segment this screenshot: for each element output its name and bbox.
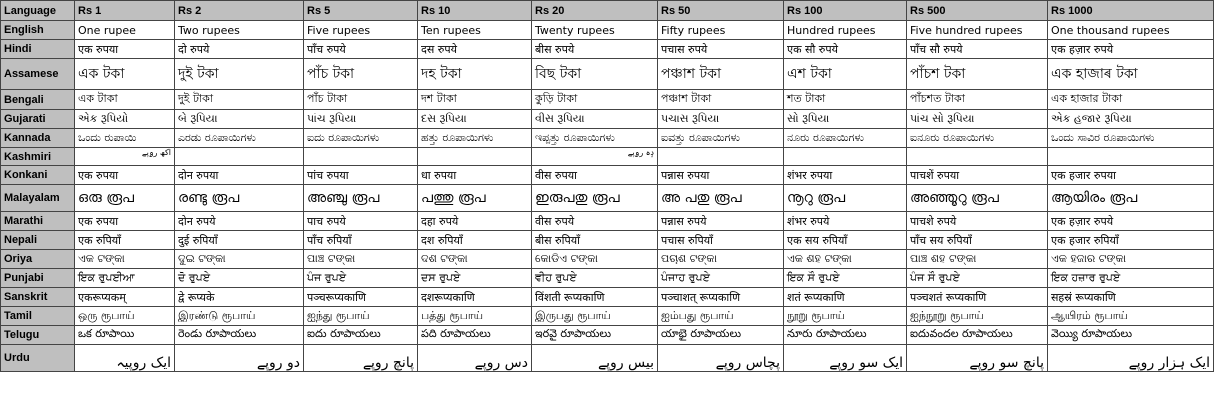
translation-cell: ಎರಡು ರೂಪಾಯಿಗಳು: [175, 129, 304, 148]
translation-cell: ஐந்நூறு ரூபாய்: [907, 307, 1048, 326]
header-cell: Rs 100: [784, 1, 907, 21]
translation-cell: पाँच रुपये: [304, 40, 418, 59]
translation-cell: दोन रुपये: [175, 212, 304, 231]
translation-cell: രണ്ടു രൂപ: [175, 185, 304, 212]
translation-cell: पन्नास रुपये: [658, 212, 784, 231]
translation-cell: દસ રૂપિયા: [418, 110, 532, 129]
translation-cell: पाचशे रुपये: [907, 212, 1048, 231]
translation-cell: পঞ্চাশ টাকা: [658, 90, 784, 110]
translation-cell: एक रुपया: [75, 166, 175, 185]
table-row: [1, 231, 1214, 250]
translation-cell: शतं रूप्यकाणि: [784, 288, 907, 307]
table-row: [1, 59, 1214, 90]
translation-cell: दोन रुपया: [175, 166, 304, 185]
translation-cell: পঞ্চাশ টকা: [658, 59, 784, 90]
table-row: [1, 129, 1214, 148]
table-row: [1, 110, 1214, 129]
translation-cell: એક હજાર રૂપિયા: [1048, 110, 1214, 129]
translation-cell: दुई रुपियाँ: [175, 231, 304, 250]
translation-cell: Five hundred rupees: [907, 21, 1048, 40]
translation-cell: पाचशें रुपया: [907, 166, 1048, 185]
table-body: [1, 21, 1214, 372]
translation-cell: അ പതു രൂപ: [658, 185, 784, 212]
language-label: English: [1, 21, 75, 40]
language-label: Marathi: [1, 212, 75, 231]
translation-cell: ஒரு ரூபாய்: [75, 307, 175, 326]
translation-cell: వెయ్యి రూపాయలు: [1048, 326, 1214, 345]
translation-cell: இரண்டு ரூபாய்: [175, 307, 304, 326]
table-row: [1, 21, 1214, 40]
language-label: Gujarati: [1, 110, 75, 129]
table-row: [1, 185, 1214, 212]
translation-cell: दशरूप्यकाणि: [418, 288, 532, 307]
translation-cell: पञ्चरूप्यकाणि: [304, 288, 418, 307]
translation-cell: അഞ്ചു രൂപ: [304, 185, 418, 212]
translation-cell: ଏକ ଶହ ଟଙ୍କା: [784, 250, 907, 269]
translation-cell: നൂറു രൂപ: [784, 185, 907, 212]
translation-cell: ఇరవై రూపాయలు: [532, 326, 658, 345]
translation-cell: এক টকা: [75, 59, 175, 90]
translation-cell: ఐదు రూపాయలు: [304, 326, 418, 345]
translation-cell: ಇಪ್ಪತ್ತು ರೂಪಾಯಿಗಳು: [532, 129, 658, 148]
translation-cell: ഇരുപതു രൂപ: [532, 185, 658, 212]
translation-cell: [784, 148, 907, 166]
translation-cell: शंभर रुपया: [784, 166, 907, 185]
translation-cell: સો રૂપિયા: [784, 110, 907, 129]
translation-cell: ପାଞ୍ଚ ଶହ ଟଙ୍କା: [907, 250, 1048, 269]
header-row: [1, 1, 1214, 21]
translation-cell: एकरूप्यकम्: [75, 288, 175, 307]
language-label: Bengali: [1, 90, 75, 110]
translation-cell: शंभर रुपये: [784, 212, 907, 231]
translation-cell: दहा रुपये: [418, 212, 532, 231]
language-label: Assamese: [1, 59, 75, 90]
translation-cell: دو روپے: [175, 345, 304, 372]
table-row: [1, 269, 1214, 288]
translation-cell: ਇਕ ਰੁਪਈਆ: [75, 269, 175, 288]
table-row: [1, 166, 1214, 185]
translation-cell: दश रुपियाँ: [418, 231, 532, 250]
translation-cell: কুড়ি টাকা: [532, 90, 658, 110]
translation-cell: শত টাকা: [784, 90, 907, 110]
translation-cell: இருபது ரூபாய்: [532, 307, 658, 326]
translation-cell: ನೂರು ರೂಪಾಯಿಗಳು: [784, 129, 907, 148]
translation-cell: पचास रुपये: [658, 40, 784, 59]
translation-cell: ପଚାଶ ଟଙ୍କା: [658, 250, 784, 269]
language-label: Tamil: [1, 307, 75, 326]
header-cell: Rs 20: [532, 1, 658, 21]
translation-cell: એક રૂપિયો: [75, 110, 175, 129]
translation-cell: एक रुपया: [75, 40, 175, 59]
translation-cell: ఐదువందల రూపాయలు: [907, 326, 1048, 345]
table-row: [1, 345, 1214, 372]
translation-cell: [304, 148, 418, 166]
translation-cell: सहस्रं रूप्यकाणि: [1048, 288, 1214, 307]
language-label: Kashmiri: [1, 148, 75, 166]
table-row: [1, 40, 1214, 59]
header-cell: Rs 10: [418, 1, 532, 21]
table-row: [1, 250, 1214, 269]
header-cell: Rs 500: [907, 1, 1048, 21]
translation-cell: এক হাজাৰ টকা: [1048, 59, 1214, 90]
translation-cell: પચાસ રૂપિયા: [658, 110, 784, 129]
translation-cell: [1048, 148, 1214, 166]
translation-cell: पाँच सय रुपियाँ: [907, 231, 1048, 250]
translation-cell: দশ টাকা: [418, 90, 532, 110]
translation-cell: పది రూపాయలు: [418, 326, 532, 345]
translation-cell: બે રૂપિયા: [175, 110, 304, 129]
translation-cell: پانچ سو روپے: [907, 345, 1048, 372]
translation-cell: അഞ്ഞൂറു രൂപ: [907, 185, 1048, 212]
translation-cell: ایک سو روپے: [784, 345, 907, 372]
language-label: Nepali: [1, 231, 75, 250]
translation-cell: पाँच रुपियाँ: [304, 231, 418, 250]
language-label: Telugu: [1, 326, 75, 345]
translation-cell: ਵੀਹ ਰੁਪਏ: [532, 269, 658, 288]
translation-cell: दस रुपये: [418, 40, 532, 59]
translation-cell: பத்து ரூபாய்: [418, 307, 532, 326]
translation-cell: एक हज़ार रुपये: [1048, 212, 1214, 231]
translation-cell: दो रुपये: [175, 40, 304, 59]
translation-cell: ಐದು ರೂಪಾಯಿಗಳು: [304, 129, 418, 148]
translation-cell: पञ्चाशत् रूप्यकाणि: [658, 288, 784, 307]
translation-cell: ਇਕ ਸੌ ਰੁਪਏ: [784, 269, 907, 288]
translation-cell: [418, 148, 532, 166]
translation-cell: पन्नास रुपया: [658, 166, 784, 185]
translation-cell: পাঁচশ টকা: [907, 59, 1048, 90]
translation-cell: ଏକ ହଜାର ଟଙ୍କା: [1048, 250, 1214, 269]
translation-cell: ಐನೂರು ರೂಪಾಯಿಗಳು: [907, 129, 1048, 148]
translation-cell: ایک روپیہ: [75, 345, 175, 372]
translation-cell: ایک ہزار روپے: [1048, 345, 1214, 372]
translation-cell: પાંચ રૂપિયા: [304, 110, 418, 129]
translation-cell: యాభై రూపాయలు: [658, 326, 784, 345]
translation-cell: এক হাজার টাকা: [1048, 90, 1214, 110]
table-row: [1, 326, 1214, 345]
translation-cell: ਇਕ ਹਜ਼ਾਰ ਰੁਪਏ: [1048, 269, 1214, 288]
header-cell: Language: [1, 1, 75, 21]
translation-cell: पचास रुपियाँ: [658, 231, 784, 250]
translation-cell: [907, 148, 1048, 166]
table-row: [1, 288, 1214, 307]
translation-cell: ಐವತ್ತು ರೂಪಾಯಿಗಳು: [658, 129, 784, 148]
translation-cell: વીસ રૂપિયા: [532, 110, 658, 129]
translation-cell: बीस रुपियाँ: [532, 231, 658, 250]
translation-cell: पाँच सौ रुपये: [907, 40, 1048, 59]
translation-cell: دٕہ رۄپے: [532, 148, 658, 166]
translation-cell: দহ টকা: [418, 59, 532, 90]
translation-cell: ಒಂದು ರುಪಾಯಿ: [75, 129, 175, 148]
translation-cell: [658, 148, 784, 166]
translation-cell: बीस रुपये: [532, 40, 658, 59]
translation-cell: [175, 148, 304, 166]
translation-cell: اَکھ رۄپے: [75, 148, 175, 166]
translation-cell: రెండు రూపాయలు: [175, 326, 304, 345]
translation-cell: पांच रुपया: [304, 166, 418, 185]
translation-cell: پچاس روپے: [658, 345, 784, 372]
header-cell: Rs 2: [175, 1, 304, 21]
translation-cell: पाच रुपये: [304, 212, 418, 231]
header-cell: Rs 50: [658, 1, 784, 21]
translation-cell: ਦੋ ਰੁਪਏ: [175, 269, 304, 288]
language-label: Kannada: [1, 129, 75, 148]
translation-cell: द्वे रूप्यके: [175, 288, 304, 307]
translation-cell: দুই টকা: [175, 59, 304, 90]
translation-cell: ఒక రూపాయి: [75, 326, 175, 345]
translation-cell: धा रुपया: [418, 166, 532, 185]
translation-cell: एक हजार रुपया: [1048, 166, 1214, 185]
translation-cell: ஐம்பது ரூபாய்: [658, 307, 784, 326]
translation-cell: ഒരു രൂപ: [75, 185, 175, 212]
translation-cell: నూరు రూపాయలు: [784, 326, 907, 345]
translation-cell: Twenty rupees: [532, 21, 658, 40]
translation-cell: پانچ روپے: [304, 345, 418, 372]
header-cell: Rs 1000: [1048, 1, 1214, 21]
translation-cell: One rupee: [75, 21, 175, 40]
translation-cell: পাঁচশত টাকা: [907, 90, 1048, 110]
translation-cell: বিছ টকা: [532, 59, 658, 90]
language-label: Punjabi: [1, 269, 75, 288]
translation-cell: एक हजार रुपियाँ: [1048, 231, 1214, 250]
language-label: Hindi: [1, 40, 75, 59]
translation-cell: ଦଶ ଟଙ୍କା: [418, 250, 532, 269]
header-cell: Rs 5: [304, 1, 418, 21]
translation-cell: वीस रुपया: [532, 166, 658, 185]
table-row: [1, 212, 1214, 231]
translation-cell: এক টাকা: [75, 90, 175, 110]
translation-cell: Ten rupees: [418, 21, 532, 40]
language-label: Malayalam: [1, 185, 75, 212]
translation-cell: ਪੰਜ ਸੌ ਰੁਪਏ: [907, 269, 1048, 288]
translation-cell: ଏକ ଟଙ୍କା: [75, 250, 175, 269]
translation-cell: One thousand rupees: [1048, 21, 1214, 40]
translation-cell: एक सय रुपियाँ: [784, 231, 907, 250]
translation-cell: ਦਸ ਰੁਪਏ: [418, 269, 532, 288]
translation-cell: ஐந்து ரூபாய்: [304, 307, 418, 326]
translation-cell: ਪੰਜ ਰੁਪਏ: [304, 269, 418, 288]
language-label: Oriya: [1, 250, 75, 269]
translation-cell: पञ्चशतं रूप्यकाणि: [907, 288, 1048, 307]
table-row: [1, 148, 1214, 166]
language-label: Sanskrit: [1, 288, 75, 307]
translation-cell: ପାଞ୍ଚ ଟଙ୍କା: [304, 250, 418, 269]
language-label: Urdu: [1, 345, 75, 372]
translation-cell: دس روپے: [418, 345, 532, 372]
translation-cell: वीस रुपये: [532, 212, 658, 231]
translation-cell: પાંચ સો રૂપિયા: [907, 110, 1048, 129]
table-row: [1, 307, 1214, 326]
header-cell: Rs 1: [75, 1, 175, 21]
table-row: [1, 90, 1214, 110]
translation-cell: ആയിരം രൂപ: [1048, 185, 1214, 212]
translation-cell: विंशती रूप्यकाणि: [532, 288, 658, 307]
translation-cell: କୋଡିଏ ଟଙ୍କା: [532, 250, 658, 269]
translation-cell: Five rupees: [304, 21, 418, 40]
translation-cell: এশ টকা: [784, 59, 907, 90]
translation-cell: Two rupees: [175, 21, 304, 40]
translation-cell: एक रुपया: [75, 212, 175, 231]
translation-cell: দুই টাকা: [175, 90, 304, 110]
translation-cell: পাঁচ টকা: [304, 59, 418, 90]
translation-cell: ಒಂದು ಸಾವಿರ ರೂಪಾಯಿಗಳು: [1048, 129, 1214, 148]
translation-cell: एक हज़ार रुपये: [1048, 40, 1214, 59]
translation-cell: بیس روپے: [532, 345, 658, 372]
translation-cell: ଦୁଇ ଟଙ୍କା: [175, 250, 304, 269]
language-label: Konkani: [1, 166, 75, 185]
translation-cell: ஆயிரம் ரூபாய்: [1048, 307, 1214, 326]
translation-cell: পাঁচ টাকা: [304, 90, 418, 110]
table-header: [1, 1, 1214, 21]
translation-cell: ਪੰਜਾਹ ਰੁਪਏ: [658, 269, 784, 288]
translation-cell: Hundred rupees: [784, 21, 907, 40]
translation-cell: एक रुपियाँ: [75, 231, 175, 250]
translation-cell: एक सौ रुपये: [784, 40, 907, 59]
translation-cell: Fifty rupees: [658, 21, 784, 40]
translation-cell: പത്തു രൂപ: [418, 185, 532, 212]
translation-cell: ಹತ್ತು ರೂಪಾಯಿಗಳು: [418, 129, 532, 148]
translation-cell: நூறு ரூபாய்: [784, 307, 907, 326]
